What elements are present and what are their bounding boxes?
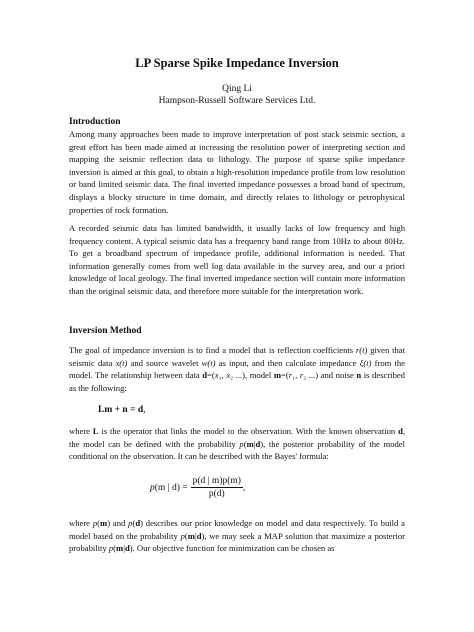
equation-bayes-formula: p (m | d) = $\frac{p(d | m)p(m)}{p(d)}$ , [150, 476, 246, 499]
paper-title: LP Sparse Spike Impedance Inversion [135, 56, 339, 70]
author-affiliation: Hampson-Russell Software Services Ltd. [158, 96, 316, 106]
intro-paragraph-2: A recorded seismic data has limited bandwidth, it usually lacks of low frequency and high frequency content. A typical seismic data has a frequency band range from 10Hz to about 80Hz. To get a broadband spectrum of impedance profile, additional information is needed. That information generally comes from well log data available in the survey area, and our a priori knowledge of local geology. The final inverted impedance section will contain more information than the original seismic data, and therefore more suitable for the interpretation work. [69, 223, 405, 296]
equation-forward-model: Lm + n = d, [98, 405, 146, 415]
heading-inversion-method: Inversion Method [69, 326, 142, 336]
intro-paragraph-1: Among many approaches been made to improve interpretation of post stack seismic section, a great effort has been made aimed at increasing the resolution power of interpreting section and mapping the seismic reflection data to lithology. The purpose of sparse spike impedance inversion is aimed at this goal, to obtain a high-resolution impedance profile from low resolution or band limited seismic data. The final inverted impedance possesses a broad band of spectrum, displays a blocky structure in time domain, and directly relates to lithology or petrophysical properties of rock formation. [69, 129, 405, 215]
method-paragraph-2: where L is the operator that links the model to the observation. With the known observation d, the model can be defined with the probability p(m|d), the posterior probability of the model conditional on the observation. It can be described with the Bayes' formula: [69, 426, 405, 462]
author-name: Qing Li [222, 84, 252, 94]
heading-introduction: Introduction [69, 117, 121, 127]
method-paragraph-1: The goal of impedance inversion is to find a model that is reflection coefficients r(t) given that seismic data x(t) and source wavelet w(t) as input, and then calculate impedance ξ(t) from the model. The relationship between data d=(x₁, x₂ ...), model m=(r₁, r₂ ...) and noise n is described as the following: [69, 345, 406, 393]
method-paragraph-3: where p(m) and p(d) describes our prior knowledge on model and data respectively. To build a model based on the probability p(m|d), we may seek a MAP solution that maximize a posterior probability p(m|d). Our objective function for minimization can be chosen as [69, 518, 406, 554]
bayes-fraction: $\frac{p(d | m)p(m)}{p(d)}$ [192, 476, 241, 499]
